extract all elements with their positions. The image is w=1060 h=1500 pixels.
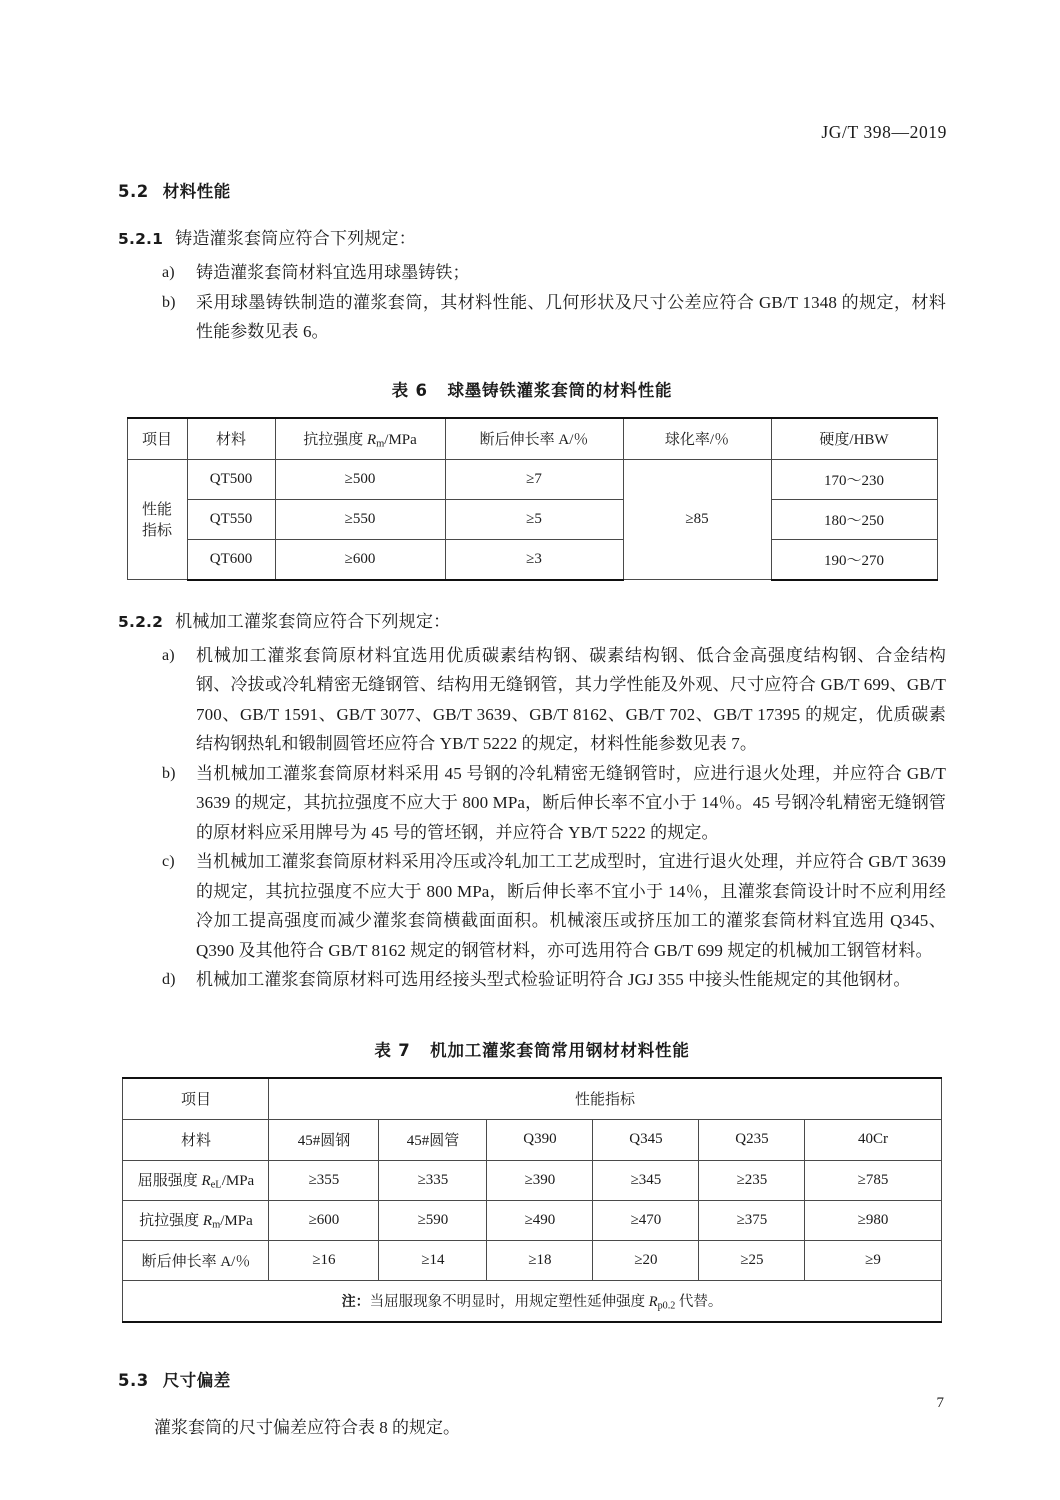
- section-number-5-3: 5.3: [118, 1370, 149, 1390]
- label-unit: /MPa: [220, 1213, 253, 1230]
- label-symbol: R: [202, 1213, 213, 1230]
- cell-elongation: ≥5: [445, 499, 623, 539]
- table-7-span-header: 性能指标: [269, 1078, 941, 1120]
- table-7-wrapper: [118, 1077, 946, 1323]
- hdr-part: 抗拉强度: [303, 431, 367, 448]
- table-6-header-hardness: 硬度/HBW: [771, 418, 937, 460]
- table-6-row-label: [127, 459, 187, 580]
- cell-value: ≥345: [593, 1160, 699, 1200]
- table-7-material-2: Q390: [487, 1119, 593, 1160]
- cell-material: QT550: [187, 499, 275, 539]
- table-6-header-spheroidization: 球化率/％: [623, 418, 771, 460]
- list-marker: d): [162, 971, 176, 988]
- cell-value: ≥14: [379, 1240, 487, 1280]
- cell-material: QT500: [187, 459, 275, 499]
- clause-text-5-2-2: 机械加工灌浆套筒应符合下列规定：: [175, 611, 451, 631]
- label-subscript: eL: [210, 1179, 222, 1191]
- table-row: [127, 459, 937, 499]
- note-symbol: R: [648, 1293, 658, 1310]
- list-item: [118, 288, 946, 347]
- list-item: [118, 258, 946, 288]
- table-6-header-item: 项目: [127, 418, 187, 460]
- cell-value: ≥9: [805, 1240, 941, 1280]
- table-6-header-tensile: [275, 418, 445, 460]
- table-7-material-label: 材料: [123, 1119, 269, 1160]
- cell-value: ≥335: [379, 1160, 487, 1200]
- table-6-header-material: 材料: [187, 418, 275, 460]
- table-6-caption-title: 球墨铸铁灌浆套筒的材料性能: [447, 380, 673, 400]
- table-7-material-1: 45#圆管: [379, 1119, 487, 1160]
- list-item: [118, 847, 946, 965]
- table-row: [123, 1200, 941, 1240]
- table-7-note: [123, 1280, 941, 1322]
- table-6-caption: [118, 377, 946, 401]
- cell-value: ≥25: [699, 1240, 805, 1280]
- list-item: [118, 641, 946, 759]
- cell-hardness: 170～230: [771, 459, 937, 499]
- section-heading-5-3: [118, 1367, 946, 1391]
- section-heading-5-2: [118, 178, 946, 202]
- clause-5-2-1: [118, 224, 946, 254]
- hdr-symbol: R: [366, 431, 377, 448]
- cell-value: ≥20: [593, 1240, 699, 1280]
- list-item: [118, 965, 946, 995]
- clause-5-2-2: [118, 607, 946, 637]
- row-label-line-1: 性能: [141, 502, 172, 519]
- clause-number-5-2-2: 5.2.2: [118, 612, 164, 631]
- note-text: 当屈服现象不明显时，用规定塑性延伸强度: [369, 1293, 649, 1310]
- table-7-note-row: [123, 1280, 941, 1322]
- table-7-material-3: Q345: [593, 1119, 699, 1160]
- table-6-caption-label: 表 6: [391, 380, 428, 400]
- cell-tensile: ≥600: [275, 539, 445, 580]
- cell-value: ≥235: [699, 1160, 805, 1200]
- cell-value: ≥600: [269, 1200, 379, 1240]
- section-title-5-3: 尺寸偏差: [162, 1370, 231, 1390]
- table-7-caption: [118, 1037, 946, 1061]
- row-label-tensile-strength: [123, 1200, 269, 1240]
- page-number: 7: [936, 1395, 944, 1411]
- table-6-header-row: [127, 418, 937, 460]
- label-subscript: m: [212, 1219, 221, 1231]
- page-content: [118, 178, 946, 1442]
- cell-value: ≥16: [269, 1240, 379, 1280]
- table-7-material-0: 45#圆钢: [269, 1119, 379, 1160]
- list-item: [118, 759, 946, 848]
- table-7-material-row: [123, 1119, 941, 1160]
- table-row: [123, 1240, 941, 1280]
- table-7-caption-title: 机加工灌浆套筒常用钢材材料性能: [430, 1040, 690, 1060]
- table-row: [123, 1160, 941, 1200]
- row-label-line-2: 指标: [141, 523, 172, 540]
- cell-spheroidization: ≥85: [623, 459, 771, 580]
- table-row: [127, 499, 937, 539]
- list-item-text: 铸造灌浆套筒材料宜选用球墨铸铁；: [196, 263, 470, 282]
- list-marker: c): [162, 853, 175, 870]
- list-marker: b): [162, 293, 176, 311]
- list-marker: b): [162, 764, 176, 782]
- hdr-subscript: m: [376, 438, 385, 450]
- list-item-text: 采用球墨铸铁制造的灌浆套筒，其材料性能、几何形状及尺寸公差应符合 GB/T 1348 的规定，材料性能参数见表 6。: [196, 292, 946, 341]
- cell-value: ≥390: [487, 1160, 593, 1200]
- table-7-corner-header: 项目: [123, 1078, 269, 1120]
- clause-number-5-2-1: 5.2.1: [118, 230, 164, 248]
- cell-material: QT600: [187, 539, 275, 580]
- list-item-text: 机械加工灌浆套筒原材料宜选用优质碳素结构钢、碳素结构钢、低合金高强度结构钢、合金结构钢、冷拔或冷轧精密无缝钢管、结构用无缝钢管，其力学性能及外观、尺寸应符合 GB/T 699、GB/T 700、GB/T 1591、GB/T 3077、GB/T 3639、GB/T 8162、GB/T 702、GB/T 17395 的规定，优质碳素结构钢热轧和锻制圆管坯应符合 YB/T 5222 的规定，材料性能参数见表 7。: [196, 645, 946, 753]
- label-part: 屈服强度: [137, 1173, 202, 1190]
- cell-value: ≥18: [487, 1240, 593, 1280]
- page-header-standard-number: JG/T 398—2019: [821, 122, 947, 142]
- cell-hardness: 180～250: [771, 499, 937, 539]
- cell-value: ≥785: [805, 1160, 941, 1200]
- cell-tensile: ≥550: [275, 499, 445, 539]
- cell-tensile: ≥500: [275, 459, 445, 499]
- label-part: 抗拉强度: [139, 1213, 203, 1230]
- cell-value: ≥375: [699, 1200, 805, 1240]
- list-item-text: 当机械加工灌浆套筒原材料采用 45 号钢的冷轧精密无缝钢管时，应进行退火处理，并应符合 GB/T 3639 的规定，其抗拉强度不应大于 800 MPa，断后伸长率不宜小于 14％。45 号钢冷轧精密无缝钢管的原材料应采用牌号为 45 号的管坯钢，并应符合 YB/T 5222 的规定。: [196, 763, 946, 842]
- cell-elongation: ≥3: [445, 539, 623, 580]
- row-label-yield-strength: [123, 1160, 269, 1200]
- section-5-3-body: 灌浆套筒的尺寸偏差应符合表 8 的规定。: [154, 1417, 460, 1437]
- table-7-header-row: [123, 1078, 941, 1120]
- list-marker: a): [162, 646, 175, 664]
- section-title-5-2: 材料性能: [162, 182, 231, 201]
- note-tail: 代替。: [675, 1293, 723, 1310]
- cell-hardness: 190～270: [771, 539, 937, 580]
- table-6-header-elongation: 断后伸长率 A/％: [445, 418, 623, 460]
- label-unit: /MPa: [221, 1173, 255, 1190]
- cell-value: ≥470: [593, 1200, 699, 1240]
- list-item-text: 当机械加工灌浆套筒原材料采用冷压或冷轧加工工艺成型时，宜进行退火处理，并应符合 GB/T 3639 的规定，其抗拉强度不应大于 800 MPa，断后伸长率不宜小于 14％，且灌浆套筒设计时不应利用经冷加工提高强度而减少灌浆套筒横截面面积。机械滚压或挤压加工的灌浆套筒材料宜选用 Q345、Q390 及其他符合 GB/T 8162 规定的钢管材料，亦可选用符合 GB/T 699 规定的机械加工钢管材料。: [196, 852, 946, 960]
- list-item-text: 机械加工灌浆套筒原材料可选用经接头型式检验证明符合 JGJ 355 中接头性能规定的其他钢材。: [196, 970, 911, 989]
- table-row: [127, 539, 937, 580]
- row-label-elongation: 断后伸长率 A/％: [123, 1240, 269, 1280]
- table-7-material-4: Q235: [699, 1119, 805, 1160]
- section-number-5-2: 5.2: [118, 182, 149, 201]
- cell-value: ≥355: [269, 1160, 379, 1200]
- list-marker: a): [162, 264, 175, 281]
- cell-elongation: ≥7: [445, 459, 623, 499]
- label-symbol: R: [201, 1173, 211, 1190]
- table-7-material-5: 40Cr: [805, 1119, 941, 1160]
- table-6: [127, 417, 938, 581]
- clause-text-5-2-1: 铸造灌浆套筒应符合下列规定：: [175, 229, 416, 248]
- list-5-2-1: [118, 258, 946, 347]
- cell-value: ≥490: [487, 1200, 593, 1240]
- table-7-caption-label: 表 7: [374, 1040, 411, 1060]
- table-6-wrapper: [118, 417, 946, 581]
- table-7: [122, 1077, 941, 1323]
- hdr-unit: /MPa: [384, 431, 417, 448]
- list-5-2-2: [118, 641, 946, 995]
- cell-value: ≥590: [379, 1200, 487, 1240]
- note-subscript: p0.2: [657, 1300, 676, 1312]
- note-lead: 注：: [341, 1293, 370, 1310]
- cell-value: ≥980: [805, 1200, 941, 1240]
